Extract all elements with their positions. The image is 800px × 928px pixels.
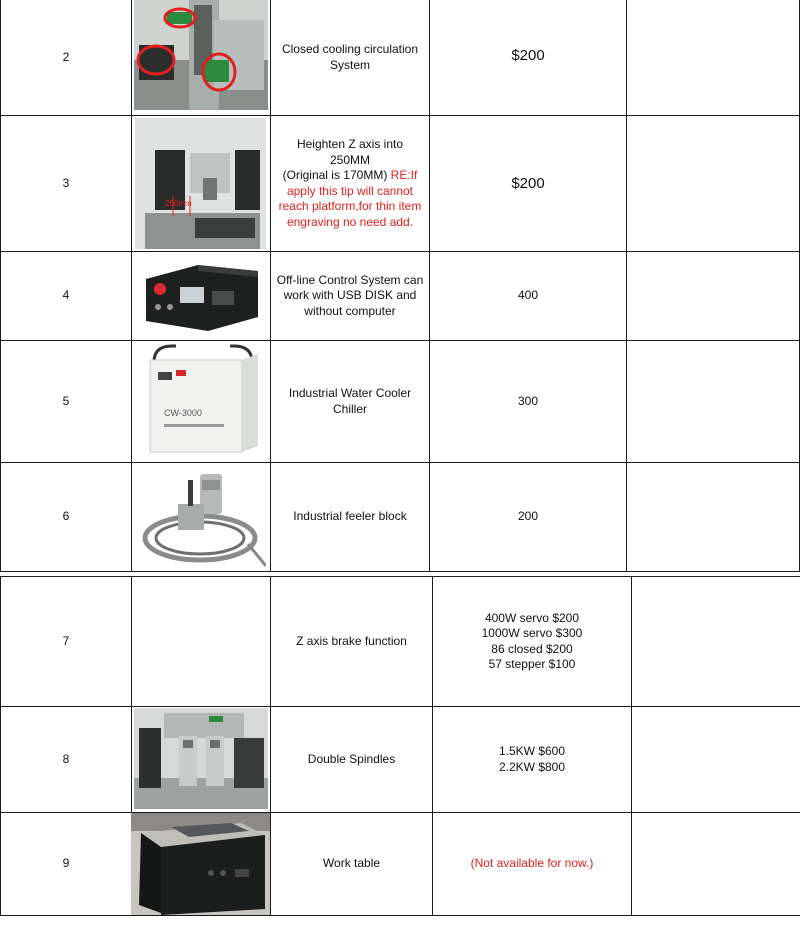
unavailable-note: (Not available for now.) <box>470 856 594 871</box>
row-number: 5 <box>62 393 70 408</box>
option-description: Heighten Z axis into 250MM (Original is 170MM) RE:If apply this tip will cannot reach platform,for thin item engraving no need add. <box>278 137 422 229</box>
svg-text:250mm: 250mm <box>165 199 192 208</box>
row-number: 3 <box>62 175 70 190</box>
option-price: 1.5KW $600 2.2KW $800 <box>498 744 566 774</box>
option-price: $200 <box>511 47 545 65</box>
option-description: Industrial feeler block <box>293 509 407 524</box>
option-description: Off-line Control System can work with USB DISK and without computer <box>276 272 424 318</box>
water-chiller-photo <box>142 342 264 459</box>
option-price: 200 <box>517 509 539 524</box>
feeler-block-photo <box>138 466 266 568</box>
option-description: Z axis brake function <box>296 633 407 648</box>
option-description: Work table <box>322 856 381 871</box>
option-price: 400 <box>517 288 539 303</box>
svg-text:CW-3000: CW-3000 <box>164 408 202 418</box>
row-number: 6 <box>62 509 70 524</box>
cooling-system-photo <box>134 0 268 110</box>
option-description: Closed cooling circulation System <box>281 42 419 72</box>
row-number: 9 <box>62 856 70 871</box>
row-number: 7 <box>62 633 70 648</box>
z-axis-machine-photo <box>135 118 266 249</box>
control-box-photo <box>138 257 266 337</box>
row-number: 8 <box>62 751 70 766</box>
option-price: 400W servo $200 1000W servo $300 86 closed $200 57 stepper $100 <box>481 610 583 671</box>
option-description: Industrial Water Cooler Chiller <box>288 386 412 416</box>
option-price: $200 <box>511 174 545 192</box>
row-number: 4 <box>62 288 70 303</box>
option-price: 300 <box>517 393 539 408</box>
double-spindles-photo <box>134 708 268 809</box>
row-number: 2 <box>62 49 70 64</box>
option-description: Double Spindles <box>307 751 396 766</box>
work-table-photo <box>131 813 270 915</box>
